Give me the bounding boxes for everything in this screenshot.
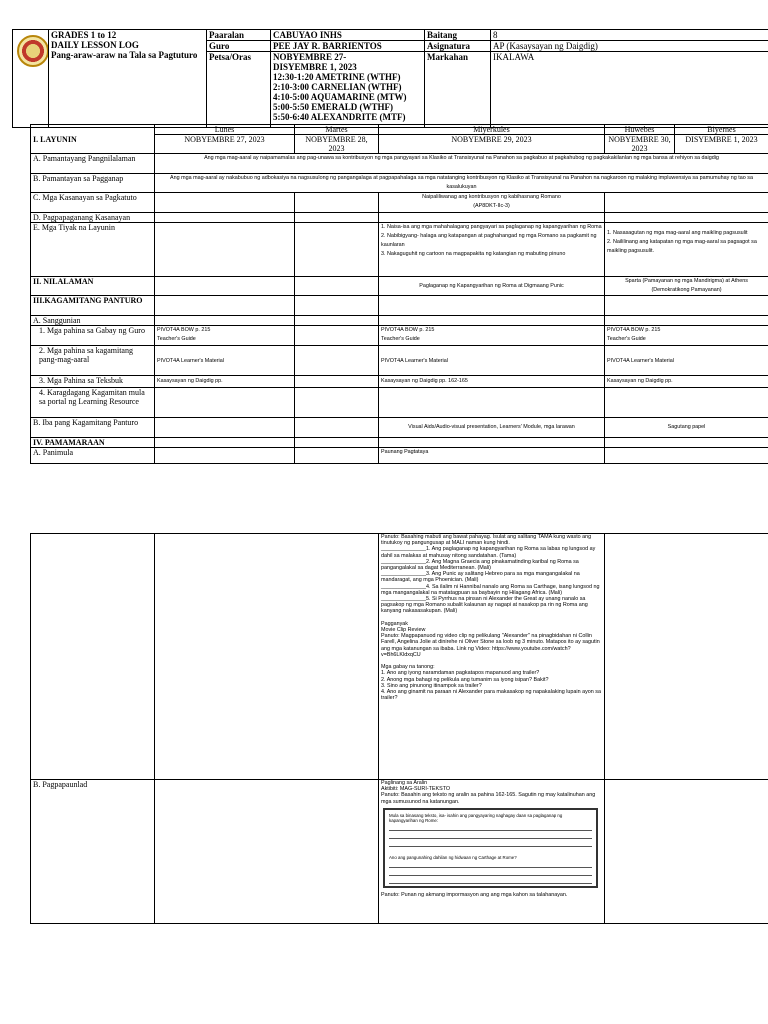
kasanayan-thu — [605, 193, 768, 213]
quiz-and-motivation-text: Panuto: Basahing mabuti ang bawat pahayag. Isulat ang salitang TAMA kung wasto ang tinutukoy ng pangungusap at MALI naman kung hindi. _______________1. Ang paglaganap ng kapangyarihan ng Roma sa labas ng lungsod ay dahil sa malakas at mahusay nitong sandatahan. (Tama) _______________2. Ang Magna Graecia ang pinakamatinding karibal ng Roma sa pangangalakal sa dagat Mediterranean. (Mali) _______________3. Ang Punic ay salitang Hebreo para sa mga mangangalakal na mandaragat, ang mga Phoenician. (Mali) _______________4. Sa ilalim ni Hannibal nanalo ang Roma sa Carthage, isang lungsod ng mga mangangalakal na matatagpuan sa baybayin ng Hilagang Africa. (Mali) _______________5. Si Pyrrhus na pinsan ni Alexander the Great ay unang nanalo sa pagsakop ng mga Romano subalit kalaunan ay nagapi at nasakop pa rin ng Roma ang kanyang nakasasakupan. (Mali) Pagganyak Movie Clip Review Panuto: Magpapanuod ng video clip ng pelikulang "Alexander" na pinagbidahan ni Collin Farell, Angelina Jolie at dinirehe ni Oliver Stone sa loob ng 3 minuto. Matapos ito ay sagutin ang mga katanungan sa ibaba. Link ng Video: https://www.youtube.com/watch?v=Bh6LKldxqCU Mga gabay na tanong: 1. Ano ang iyong naramdaman pagkatapos mapanuod ang trailer? 2. Anong mga bahagi ng pelikula ang tumanim sa iyong isipan? Bakit? 3. Sino ang pinunong itinampok sa trailer? 4. Ano ang ginamit na paraan ni Alexander para makasakop ng napakalaking lupain ayon sa trailer? — [379, 534, 605, 780]
subject-label: Asignatura — [425, 41, 491, 52]
teksbuk-label: 3. Mga Pahina sa Teksbuk — [31, 376, 155, 388]
iba-wed: Visual Aids/Audio-visual presentation, Learners' Module, mga larawan — [379, 418, 605, 438]
after-box-text: Panuto: Punan ng akmang impormasyon ang ang mga kahon sa talahanayan. — [381, 891, 568, 898]
dll-subtitle: Pang-araw-araw na Tala sa Pagtuturo — [51, 50, 198, 60]
pagganap-text: Ang mga mag-aaral ay nakabubuo ng adbokasiya na nagsusulong ng pangangalaga at pagpapahalaga sa mga natatanging kontribusyon ng Klasiko at Transisyunal na Panahon na nagkaroon ng malaking impluwensiya sa pamumuhay ng tao sa kasalukuyan — [155, 174, 768, 193]
day-tue: Martes — [295, 125, 379, 135]
main-lesson-table — [30, 124, 768, 464]
teksbuk-wed: Kasaysayan ng Daigdig pp. 162-165 — [379, 376, 605, 388]
teacher-value: PEE JAY R. BARRIENTOS — [271, 41, 425, 52]
worksheet-question-1: Mula sa binasang teksto, isa- isahin ang pangyayaring naghagay daan sa paglaganap ng kapangyarihan ng Rome: — [389, 812, 563, 823]
pamamaraan-heading: IV. PAMAMARAAN — [31, 438, 155, 448]
date-tue: NOBYEMBRE 28, 2023 — [295, 135, 379, 154]
date-thu: NOBYEMBRE 30, 2023 — [605, 135, 675, 154]
pagpapaunlad-label: B. Pagpapaunlad — [31, 780, 155, 924]
tiyak-label: E. Mga Tiyak na Layunin — [31, 223, 155, 277]
panimula-label: A. Panimula — [31, 448, 155, 464]
layunin-heading: I. LAYUNIN — [31, 125, 155, 154]
kasanayan-tue — [295, 193, 379, 213]
kagamitan-pang-label: 2. Mga pahina sa kagamitang pang-mag-aaral — [31, 346, 155, 376]
iba-label: B. Iba pang Kagamitang Panturo — [31, 418, 155, 438]
kagamitan-heading: III.KAGAMITANG PANTURO — [31, 296, 155, 316]
panimula-wed: Paunang Pagtataya — [379, 448, 605, 464]
sanggunian-label: A. Sanggunian — [31, 316, 155, 326]
gabay-label: 1. Mga pahina sa Gabay ng Guro — [31, 326, 155, 346]
teacher-label: Guro — [207, 41, 271, 52]
day-wed: Miyerkules — [379, 125, 605, 135]
gabay-wed: PIVOT4A BOW p. 215 Teacher's Guide — [379, 326, 605, 346]
iba-thu: Sagutang papel — [605, 418, 768, 438]
kagamitan-pang-thu: PIVOT4A Learner's Material — [605, 346, 768, 376]
gabay-thu: PIVOT4A BOW p. 215 Teacher's Guide — [605, 326, 768, 346]
date-label: Petsa/Oras — [207, 52, 271, 128]
grade-label: Baitang — [425, 30, 491, 41]
date-mon: NOBYEMBRE 27, 2023 — [155, 135, 295, 154]
tiyak-thu: 1. Nasasagutan ng mga mag-aaral ang maikling pagsusulit 2. Naililinang ang katapatan ng mga mag-aaral sa pagsagot sa maikling pagsusulit. — [605, 223, 768, 277]
school-value: CABUYAO INHS — [271, 30, 425, 41]
title-block — [49, 30, 207, 128]
teksbuk-mon: Kasaysayan ng Daigdig pp. — [155, 376, 295, 388]
nilalaman-wed: Paglaganap ng Kapangyarihan ng Roma at Digmaang Punic — [379, 277, 605, 296]
kasanayan-text: Naipaliliwanag ang kontribusyon ng kabihasnang Romano (AP8DKT-IIc-3) — [379, 193, 605, 213]
kasanayan-label: C. Mga Kasanayan sa Pagkatuto — [31, 193, 155, 213]
pangnilalaman-label: A. Pamantayang Pangnilalaman — [31, 154, 155, 174]
pagganap-label: B. Pamantayan sa Pagganap — [31, 174, 155, 193]
dll-title: DAILY LESSON LOG — [51, 40, 139, 50]
pagpapaunlad-content — [379, 780, 605, 924]
procedure-table — [30, 533, 768, 924]
pagpapaunlad-text: Paglinang sa Aralin Aktibiti: MAG-SURI-TEKSTO Panuto: Basahin ang teksto ng aralin sa pahina 162-165. Sagutin ng may katalinuhan ang mga sumusunod na katanungan. — [381, 780, 596, 805]
day-fri: Biyernes — [675, 125, 768, 135]
school-logo-cell — [13, 30, 49, 128]
grades-title: GRADES 1 to 12 — [51, 30, 117, 40]
pangnilalaman-text: Ang mga mag-aaral ay naipamamalas ang pag-unawa sa kontribusyon ng mga pangyayari sa Klasiko at Transisyunal na Panahon sa pagkabuo at pagkahubog ng pagkakakilanlan ng mga bansa at rehiyon sa daigdig — [155, 154, 768, 174]
date-value: NOBYEMBRE 27- DISYEMBRE 1, 2023 12:30-1:20 AMETRINE (WTHF) 2:10-3:00 CARNELIAN (WTHF) 4:10-5:00 AQUAMARINE (MTW) 5:00-5:50 EMERALD (WTHF) 5:50-6:40 ALEXANDRITE (MTF) — [271, 52, 425, 128]
quarter-value: IKALAWA — [491, 52, 768, 128]
pagpapaganang-label: D. Pagpapaganang Kasanayan — [31, 213, 155, 223]
quarter-label: Markahan — [425, 52, 491, 128]
gabay-mon: PIVOT4A BOW p. 215 Teacher's Guide — [155, 326, 295, 346]
kasanayan-mon — [155, 193, 295, 213]
date-fri: DISYEMBRE 1, 2023 — [675, 135, 768, 154]
header-table — [12, 29, 768, 128]
worksheet-question-2: Ano ang pangunahing dahilan ng hidwaan ng Carthage at Rome? — [389, 854, 517, 860]
activity-worksheet-box — [383, 808, 598, 888]
teksbuk-thu: Kasaysayan ng Daigdig pp. — [605, 376, 768, 388]
subject-value: AP (Kasaysayan ng Daigdig) — [491, 41, 768, 52]
school-label: Paaralan — [207, 30, 271, 41]
date-wed: NOBYEMBRE 29, 2023 — [379, 135, 605, 154]
kagamitan-pang-mon: PIVOT4A Learner's Material — [155, 346, 295, 376]
nilalaman-thu: Sparta (Pamayanan ng mga Mandirigma) at Athens (Demokratikong Pamayanan) — [605, 277, 768, 296]
karagdagang-label: 4. Karagdagang Kagamitan mula sa portal ng Learning Resource — [31, 388, 155, 418]
day-thu: Huwebes — [605, 125, 675, 135]
kagamitan-pang-wed: PIVOT4A Learner's Material — [379, 346, 605, 376]
nilalaman-heading: II. NILALAMAN — [31, 277, 155, 296]
tiyak-wed: 1. Naisa-isa ang mga mahahalagang pangyayari sa paglaganap ng kapangyarihan ng Roma 2. Nabibigyang- halaga ang katapangan at paghahangad ng mga Romano sa pagkamit ng kaunlaran 3. Nakaguguhit ng cartoon na magpapakita ng katangian ng mabuting pinuno — [379, 223, 605, 277]
day-mon: Lunes — [155, 125, 295, 135]
grade-value: 8 — [491, 30, 768, 41]
school-logo — [17, 35, 49, 67]
